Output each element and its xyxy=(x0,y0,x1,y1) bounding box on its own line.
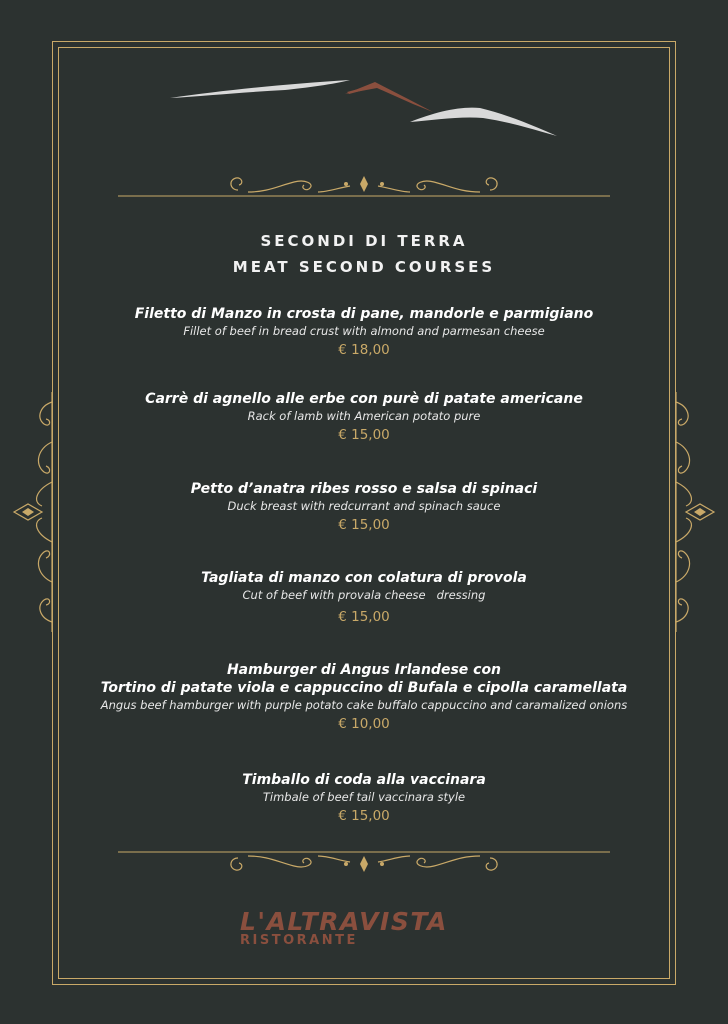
dish-price: € 15,00 xyxy=(338,808,390,824)
dish-item xyxy=(60,771,668,826)
mountain-icon xyxy=(165,72,565,142)
dish-price: € 15,00 xyxy=(338,609,390,625)
dish-name-it: Carrè di agnello alle erbe con purè di patate americane xyxy=(145,391,583,407)
section-title-en: MEAT SECOND COURSES xyxy=(232,258,496,276)
left-side-ornament xyxy=(12,392,56,632)
dish-name-en: Duck breast with redcurrant and spinach sauce xyxy=(227,499,501,513)
dish-name-it: Filetto di Manzo in crosta di pane, mandorle e parmigiano xyxy=(134,306,594,322)
dish-price: € 15,00 xyxy=(338,517,390,533)
section-title-it: SECONDI DI TERRA xyxy=(260,232,468,250)
dish-name-en: Fillet of beef in bread crust with almond and parmesan cheese xyxy=(183,324,545,338)
dish-name-it: Hamburger di Angus Irlandese con xyxy=(226,662,502,678)
dish-item xyxy=(60,661,668,734)
dish-name-en: Cut of beef with provala cheese dressing xyxy=(242,588,486,602)
dish-price: € 10,00 xyxy=(338,716,390,732)
dish-item xyxy=(60,390,668,445)
right-side-ornament xyxy=(672,392,716,632)
restaurant-logo xyxy=(240,908,500,958)
dish-name-it: Petto d’anatra ribes rosso e salsa di spinaci xyxy=(190,481,538,497)
dish-price: € 18,00 xyxy=(338,342,390,358)
dish-name-it: Timballo di coda alla vaccinara xyxy=(242,772,486,788)
dish-name-en: Rack of lamb with American potato pure xyxy=(247,409,481,423)
top-ornament-divider xyxy=(118,168,610,198)
dish-item xyxy=(60,569,668,627)
dish-item xyxy=(60,305,668,360)
dish-name-en: Angus beef hamburger with purple potato cake buffalo cappuccino and caramalized onions xyxy=(100,698,628,712)
dish-name-it-line2: Tortino di patate viola e cappuccino di Bufala e cipolla caramellata xyxy=(100,680,628,696)
dish-name-it: Tagliata di manzo con colatura di provola xyxy=(201,570,527,586)
brand-name: L'ALTRAVISTA xyxy=(240,907,448,936)
dish-item xyxy=(60,480,668,535)
dish-name-en: Timbale of beef tail vaccinara style xyxy=(262,790,466,804)
bottom-ornament-divider xyxy=(118,850,610,880)
dish-price: € 15,00 xyxy=(338,427,390,443)
brand-subtitle: RISTORANTE xyxy=(240,933,358,948)
